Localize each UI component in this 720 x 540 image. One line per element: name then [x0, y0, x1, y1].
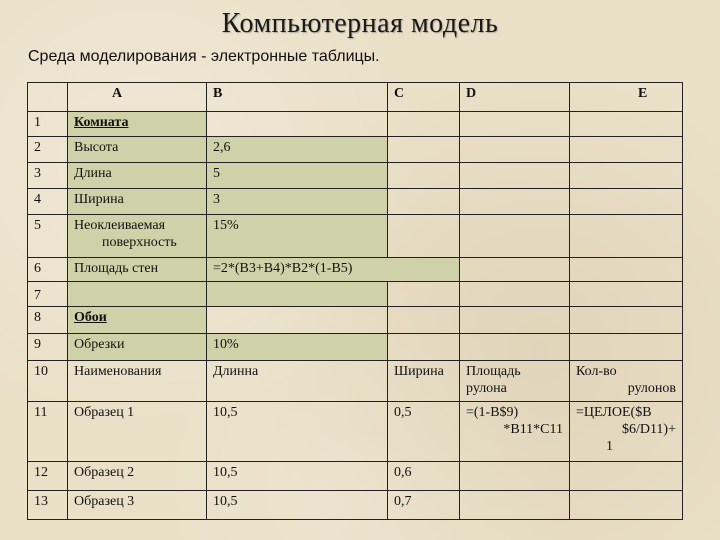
- cell-b13[interactable]: 10,5: [207, 491, 388, 520]
- cell-a1[interactable]: [68, 112, 207, 137]
- cell-c9[interactable]: [388, 334, 460, 361]
- cell-e2[interactable]: [570, 137, 683, 163]
- table-row: [28, 402, 683, 462]
- cell-c1[interactable]: [388, 112, 460, 137]
- cell-d10[interactable]: [460, 361, 570, 402]
- table-row: [28, 137, 683, 163]
- cell-a8[interactable]: [68, 307, 207, 334]
- cell-c13[interactable]: 0,7: [388, 491, 460, 520]
- cell-e5[interactable]: [570, 215, 683, 258]
- cell-c10[interactable]: Ширина: [388, 361, 460, 402]
- cell-d12[interactable]: [460, 462, 570, 491]
- cell-text-line: рулона: [466, 381, 507, 396]
- row-number[interactable]: 6: [28, 258, 68, 282]
- cell-d1[interactable]: [460, 112, 570, 137]
- cell-e11[interactable]: [570, 402, 683, 462]
- row-number[interactable]: 8: [28, 307, 68, 334]
- table-row: [28, 462, 683, 491]
- cell-e13[interactable]: [570, 491, 683, 520]
- cell-a12[interactable]: Образец 2: [68, 462, 207, 491]
- table-row: [28, 112, 683, 137]
- cell-a5[interactable]: [68, 215, 207, 258]
- row-number[interactable]: 1: [28, 112, 68, 137]
- cell-e4[interactable]: [570, 189, 683, 215]
- cell-d6[interactable]: [460, 258, 570, 282]
- column-header-row: [28, 83, 683, 112]
- cell-text-line: поверхность: [102, 235, 177, 250]
- cell-a2[interactable]: Высота: [68, 137, 207, 163]
- table-row: [28, 361, 683, 402]
- cell-d9[interactable]: [460, 334, 570, 361]
- cell-c7[interactable]: [388, 282, 460, 307]
- cell-b5[interactable]: 15%: [207, 215, 388, 258]
- cell-e12[interactable]: [570, 462, 683, 491]
- cell-a4[interactable]: Ширина: [68, 189, 207, 215]
- cell-b2[interactable]: 2,6: [207, 137, 388, 163]
- cell-a13[interactable]: Образец 3: [68, 491, 207, 520]
- cell-e10[interactable]: [570, 361, 683, 402]
- cell-text-line: *B11*C11: [503, 422, 563, 437]
- cell-d4[interactable]: [460, 189, 570, 215]
- cell-text-line: Неоклеиваемая: [74, 218, 166, 233]
- table-row: [28, 282, 683, 307]
- cell-a3[interactable]: Длина: [68, 163, 207, 189]
- cell-a7[interactable]: [68, 282, 207, 307]
- cell-e7[interactable]: [570, 282, 683, 307]
- cell-c4[interactable]: [388, 189, 460, 215]
- row-number[interactable]: 5: [28, 215, 68, 258]
- column-header-e[interactable]: E: [570, 83, 683, 112]
- cell-text-line: рулонов: [627, 381, 676, 396]
- table-row: [28, 258, 683, 282]
- cell-b1[interactable]: [207, 112, 388, 137]
- corner-cell: [28, 83, 68, 112]
- row-number[interactable]: 2: [28, 137, 68, 163]
- cell-b11[interactable]: 10,5: [207, 402, 388, 462]
- column-header-d[interactable]: D: [460, 83, 570, 112]
- cell-text-line: =ЦЕЛОЕ($B: [576, 405, 652, 420]
- cell-b8[interactable]: [207, 307, 388, 334]
- cell-b3[interactable]: 5: [207, 163, 388, 189]
- cell-text-line: Кол-во: [576, 364, 617, 379]
- cell-text: Комната: [74, 115, 129, 130]
- cell-e8[interactable]: [570, 307, 683, 334]
- slide-title: Компьютерная модель: [221, 8, 499, 39]
- row-number[interactable]: 12: [28, 462, 68, 491]
- cell-c2[interactable]: [388, 137, 460, 163]
- table-row: [28, 189, 683, 215]
- column-header-b[interactable]: B: [207, 83, 388, 112]
- table-row: [28, 163, 683, 189]
- cell-text-line: Площадь: [466, 364, 521, 379]
- table-row: [28, 491, 683, 520]
- row-number[interactable]: 10: [28, 361, 68, 402]
- slide-subtitle: Среда моделирования - электронные таблицы.: [28, 48, 380, 65]
- cell-text-line: 1: [606, 439, 613, 454]
- column-header-a[interactable]: A: [68, 83, 207, 112]
- row-number[interactable]: 4: [28, 189, 68, 215]
- cell-c11[interactable]: 0,5: [388, 402, 460, 462]
- cell-b4[interactable]: 3: [207, 189, 388, 215]
- cell-d11[interactable]: [460, 402, 570, 462]
- row-number[interactable]: 11: [28, 402, 68, 462]
- cell-e9[interactable]: [570, 334, 683, 361]
- cell-b7[interactable]: [207, 282, 388, 307]
- cell-d2[interactable]: [460, 137, 570, 163]
- cell-d7[interactable]: [460, 282, 570, 307]
- cell-a11[interactable]: Образец 1: [68, 402, 207, 462]
- cell-text-line: $6/D11)+: [621, 422, 676, 437]
- cell-a9[interactable]: Обрезки: [68, 334, 207, 361]
- row-number[interactable]: 9: [28, 334, 68, 361]
- cell-a10[interactable]: Наименования: [68, 361, 207, 402]
- cell-e1[interactable]: [570, 112, 683, 137]
- cell-b9[interactable]: 10%: [207, 334, 388, 361]
- table-row: [28, 334, 683, 361]
- cell-b6[interactable]: =2*(B3+B4)*B2*(1-B5): [207, 258, 460, 282]
- table-row: [28, 307, 683, 334]
- table-row: [28, 215, 683, 258]
- cell-text-line: =(1-B$9): [466, 405, 519, 420]
- row-number[interactable]: 3: [28, 163, 68, 189]
- cell-b10[interactable]: Длинна: [207, 361, 388, 402]
- cell-d8[interactable]: [460, 307, 570, 334]
- cell-a6[interactable]: Площадь стен: [68, 258, 207, 282]
- cell-c3[interactable]: [388, 163, 460, 189]
- cell-e3[interactable]: [570, 163, 683, 189]
- cell-e6[interactable]: [570, 258, 683, 282]
- cell-c5[interactable]: [388, 215, 460, 258]
- cell-text: Обои: [74, 310, 107, 325]
- row-number[interactable]: 7: [28, 282, 68, 307]
- cell-d5[interactable]: [460, 215, 570, 258]
- cell-c12[interactable]: 0,6: [388, 462, 460, 491]
- spreadsheet-table: [27, 82, 683, 520]
- cell-c8[interactable]: [388, 307, 460, 334]
- column-header-c[interactable]: C: [388, 83, 460, 112]
- cell-d13[interactable]: [460, 491, 570, 520]
- row-number[interactable]: 13: [28, 491, 68, 520]
- cell-b12[interactable]: 10,5: [207, 462, 388, 491]
- cell-d3[interactable]: [460, 163, 570, 189]
